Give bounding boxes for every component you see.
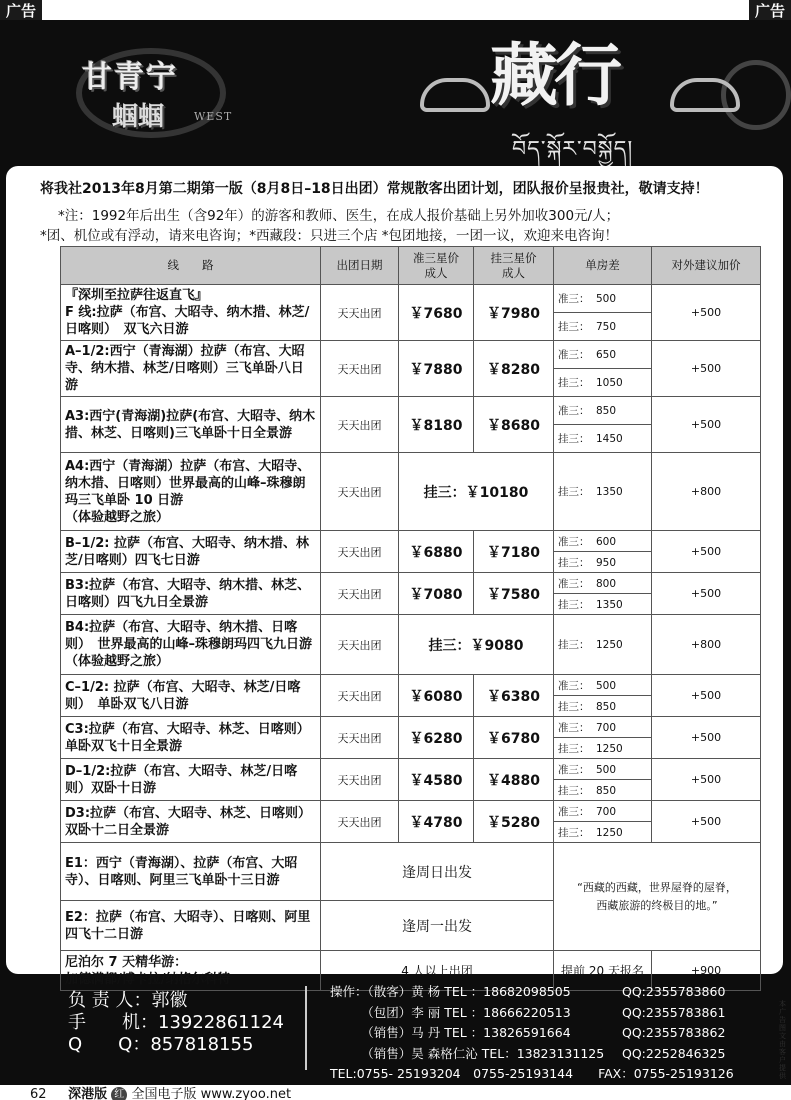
price-table (60, 246, 761, 991)
date-cell: 天天出团 (321, 717, 399, 759)
single-room-cell (554, 313, 652, 341)
table-row (61, 453, 761, 531)
date-cell: 天天出团 (321, 759, 399, 801)
logo-sub-text: 蝈蝈 (112, 102, 165, 132)
route-cell: A–1/2:西宁（青海湖）拉萨（布宫、大昭寺、纳木措、林芝/日喀则）三飞单卧八日游 (61, 341, 321, 397)
schedule-cell: 逢周一出发 (321, 901, 554, 951)
hang3-price-cell: ￥4880 (474, 759, 554, 801)
table-row (61, 341, 761, 369)
tel-fax-line: TEL:0755- 25193204 0755-25193144 FAX：0755-25193126 (330, 1066, 734, 1081)
single-room-cell (554, 717, 652, 738)
single-room-label: 挂三： (558, 556, 590, 569)
single-room-label: 挂三： (558, 700, 590, 713)
extra-cell: +900 (652, 951, 761, 991)
extra-cell: +500 (652, 759, 761, 801)
single-room-cell (554, 738, 652, 759)
single-room-label: 准三： (558, 349, 590, 361)
header-hang3: 挂三星价 成人 (474, 247, 554, 285)
single-room-label: 挂三： (558, 486, 590, 498)
single-room-cell (554, 594, 652, 615)
single-room-cell (554, 552, 652, 573)
zangxing-logo (420, 22, 760, 162)
single-room-label: 挂三： (558, 826, 590, 839)
route-cell: D–1/2:拉萨（布宫、大昭寺、林芝/日喀则）双卧十日游 (61, 759, 321, 801)
single-room-cell (554, 822, 652, 843)
slogan-quote-cell: “西藏的西藏，世界屋脊的屋脊， 西藏旅游的终极目的地。” (554, 843, 761, 951)
single-room-label: 准三： (558, 535, 590, 548)
table-row (61, 843, 761, 901)
header-single: 单房差 (554, 247, 652, 285)
quasi3-price-cell: ￥4780 (399, 801, 474, 843)
op-qq: QQ:2355783861 (622, 1004, 726, 1020)
single-room-label: 准三： (558, 293, 590, 305)
header-date: 出团日期 (321, 247, 399, 285)
single-room-cell (554, 573, 652, 594)
ganqingning-logo (82, 48, 242, 148)
ad-tag-right: 广告 (749, 0, 791, 22)
op-contact: （销售）马 丹 TEL ：13826591664 (330, 1025, 571, 1040)
route-cell: B4:拉萨（布宫、大昭寺、纳木措、日喀则） 世界最高的山峰–珠穆朗玛四飞九日游（体验越野之旅） (61, 615, 321, 675)
table-row (61, 615, 761, 675)
single-room-value: 700 (596, 721, 617, 734)
single-room-value: 1050 (596, 377, 623, 389)
hang3-price-cell: ￥7180 (474, 531, 554, 573)
single-room-cell (554, 341, 652, 369)
table-row (61, 285, 761, 313)
single-room-label: 挂三： (558, 742, 590, 755)
group-size-cell: 4 人以上出团 (321, 951, 554, 991)
extra-cell: +500 (652, 675, 761, 717)
manager-qq: Q Q：857818155 (68, 1034, 254, 1055)
op-contact: 操作：（散客）黄 杨 TEL ：18682098505 (330, 984, 571, 999)
hang3-price-cell: ￥6380 (474, 675, 554, 717)
route-cell: A4:西宁（青海湖）拉萨（布宫、大昭寺、纳木措、日喀则）世界最高的山峰–珠穆朗玛三飞单卧 10 日游 （体验越野之旅） (61, 453, 321, 531)
contact-op-row (330, 1023, 750, 1044)
logo-tibetan-text: བོད་སྐོར་བསྐྱོད། (512, 137, 634, 162)
route-cell: E2：拉萨（布宫、大昭寺）、日喀则、阿里 四飞十二日游 (61, 901, 321, 951)
contact-divider (305, 986, 307, 1070)
extra-cell: +500 (652, 801, 761, 843)
cloud-left-icon (420, 78, 490, 112)
route-cell: B–1/2: 拉萨（布宫、大昭寺、纳木措、林芝/日喀则）四飞七日游 (61, 531, 321, 573)
combined-price-cell: 挂三：￥10180 (399, 453, 554, 531)
single-room-label: 准三： (558, 577, 590, 590)
quasi3-price-cell: ￥6080 (399, 675, 474, 717)
single-room-value: 1250 (596, 639, 623, 651)
single-room-cell (554, 397, 652, 425)
extra-cell: +500 (652, 531, 761, 573)
single-room-cell (554, 369, 652, 397)
extra-cell: +500 (652, 341, 761, 397)
contact-op-row (330, 1003, 750, 1024)
header-quasi3: 准三星价 成人 (399, 247, 474, 285)
date-cell: 天天出团 (321, 285, 399, 341)
single-room-value: 1450 (596, 433, 623, 445)
single-room-cell (554, 801, 652, 822)
extra-cell: +500 (652, 397, 761, 453)
note-line-1: *注：1992年后出生（含92年）的游客和教师、医生，在成人报价基础上另外加收300元/人； (58, 208, 620, 224)
contact-operations-block (330, 982, 750, 1085)
quasi3-price-cell: ￥6880 (399, 531, 474, 573)
ad-tag-left: 广告 (0, 0, 42, 22)
single-room-value: 500 (596, 679, 617, 692)
page-footer (30, 1083, 291, 1100)
hang3-price-cell: ￥6780 (474, 717, 554, 759)
hang3-price-cell: ￥7980 (474, 285, 554, 341)
header-extra: 对外建议加价 (652, 247, 761, 285)
schedule-cell: 逢周日出发 (321, 843, 554, 901)
table-row (61, 573, 761, 594)
table-header-row (61, 247, 761, 285)
table-row (61, 759, 761, 780)
contact-op-row (330, 1044, 750, 1065)
single-room-value: 850 (596, 784, 617, 797)
manager-mobile: 手 机：13922861124 (68, 1012, 284, 1033)
op-contact: （包团）李 丽 TEL ：18666220513 (330, 1004, 571, 1020)
route-cell: D3:拉萨（布宫、大昭寺、林芝、日喀则）双卧十二日全景游 (61, 801, 321, 843)
combined-price-cell: 挂三：￥9080 (399, 615, 554, 675)
headline: 将我社2013年8月第二期第一版（8月8日–18日出团）常规散客出团计划，团队报价呈报贵社，敬请支持！ (40, 181, 709, 197)
quasi3-price-cell: ￥4580 (399, 759, 474, 801)
single-room-value: 950 (596, 556, 617, 569)
extra-cell: +800 (652, 453, 761, 531)
extra-cell: +500 (652, 285, 761, 341)
note-line-2: *团、机位或有浮动，请来电咨询；*西藏段：只进三个店 *包团地接，一团一议，欢迎来电咨询！ (40, 228, 619, 244)
date-cell: 天天出团 (321, 341, 399, 397)
logo-zangxing-text: 藏行 (490, 36, 619, 116)
single-room-value: 1250 (596, 826, 623, 839)
hang3-price-cell: ￥8280 (474, 341, 554, 397)
table-row (61, 717, 761, 738)
logo-west-text: WEST (194, 110, 233, 123)
date-cell: 天天出团 (321, 801, 399, 843)
single-room-label: 挂三： (558, 598, 590, 611)
route-cell: 『深圳至拉萨往返直飞』 F 线:拉萨（布宫、大昭寺、纳木措、林芝/日喀则） 双飞六日游 (61, 285, 321, 341)
op-qq: QQ:2355783862 (622, 1025, 726, 1040)
hang3-price-cell: ￥5280 (474, 801, 554, 843)
op-qq: QQ:2252846325 (622, 1045, 726, 1061)
single-room-cell (554, 285, 652, 313)
single-room-label: 挂三： (558, 784, 590, 797)
single-room-value: 600 (596, 535, 617, 548)
single-room-label: 准三： (558, 405, 590, 417)
single-room-cell (554, 780, 652, 801)
single-room-cell (554, 759, 652, 780)
single-room-label: 挂三： (558, 377, 590, 389)
single-room-cell (554, 453, 652, 531)
single-room-value: 850 (596, 700, 617, 713)
cloud-right-icon (670, 78, 740, 112)
quasi3-price-cell: ￥7880 (399, 341, 474, 397)
route-cell: C3:拉萨（布宫、大昭寺、林芝、日喀则） 单卧双飞十日全景游 (61, 717, 321, 759)
single-room-value: 1350 (596, 486, 623, 498)
op-qq: QQ:2355783860 (622, 984, 726, 999)
page-number: 62 (30, 1087, 47, 1100)
op-contact: （销售）昊 森格仁沁 TEL：13823131125 (330, 1045, 605, 1061)
hang3-price-cell: ￥8680 (474, 397, 554, 453)
header-route: 线 路 (61, 247, 321, 285)
route-cell: 尼泊尔 7 天精华游： 加德满都/博卡拉/纳格尔科特 (61, 951, 321, 991)
date-cell: 天天出团 (321, 615, 399, 675)
edition-badge-icon: 红 (111, 1087, 127, 1100)
route-cell: E1：西宁（青海湖）、拉萨（布宫、大昭寺）、日喀则、阿里三飞单卧十三日游 (61, 843, 321, 901)
date-cell: 天天出团 (321, 531, 399, 573)
logo-main-text: 甘青宁 (82, 60, 178, 95)
edition-label: 深港版 (68, 1087, 108, 1100)
single-room-label: 挂三： (558, 321, 590, 333)
single-room-label: 准三： (558, 805, 590, 818)
single-room-value: 500 (596, 293, 617, 305)
route-cell: A3:西宁(青海湖)拉萨(布宫、大昭寺、纳木措、林芝、日喀则)三飞单卧十日全景游 (61, 397, 321, 453)
contact-op-row (330, 982, 750, 1003)
table-row (61, 675, 761, 696)
single-room-cell (554, 675, 652, 696)
single-room-cell (554, 531, 652, 552)
single-room-value: 850 (596, 405, 617, 417)
extra-cell: +500 (652, 717, 761, 759)
contact-manager-block (68, 990, 284, 1056)
booking-cell: 提前 20 天报名 (554, 951, 652, 991)
route-cell: B3:拉萨（布宫、大昭寺、纳木措、林芝、日喀则）四飞九日全景游 (61, 573, 321, 615)
single-room-cell (554, 696, 652, 717)
site-link[interactable]: 全国电子版 www.zyoo.net (131, 1087, 292, 1100)
single-room-cell (554, 615, 652, 675)
single-room-cell (554, 425, 652, 453)
single-room-value: 500 (596, 763, 617, 776)
single-room-value: 700 (596, 805, 617, 818)
date-cell: 天天出团 (321, 573, 399, 615)
date-cell: 天天出团 (321, 453, 399, 531)
single-room-value: 1250 (596, 742, 623, 755)
quasi3-price-cell: ￥8180 (399, 397, 474, 453)
manager-name: 负 责 人：郭徽 (68, 990, 188, 1011)
quasi3-price-cell: ￥7680 (399, 285, 474, 341)
table-row (61, 801, 761, 822)
quasi3-price-cell: ￥6280 (399, 717, 474, 759)
table-row (61, 531, 761, 552)
single-room-label: 挂三： (558, 639, 590, 651)
date-cell: 天天出团 (321, 397, 399, 453)
quasi3-price-cell: ￥7080 (399, 573, 474, 615)
single-room-label: 准三： (558, 679, 590, 692)
single-room-value: 650 (596, 349, 617, 361)
single-room-label: 准三： (558, 763, 590, 776)
table-row (61, 397, 761, 425)
hang3-price-cell: ￥7580 (474, 573, 554, 615)
extra-cell: +500 (652, 573, 761, 615)
single-room-label: 准三： (558, 721, 590, 734)
date-cell: 天天出团 (321, 675, 399, 717)
single-room-value: 750 (596, 321, 617, 333)
single-room-value: 1350 (596, 598, 623, 611)
extra-cell: +800 (652, 615, 761, 675)
route-cell: C–1/2: 拉萨（布宫、大昭寺、林芝/日喀则） 单卧双飞八日游 (61, 675, 321, 717)
single-room-value: 800 (596, 577, 617, 590)
single-room-label: 挂三： (558, 433, 590, 445)
side-disclaimer: 本广告图文由客户提供 (779, 1000, 786, 1080)
